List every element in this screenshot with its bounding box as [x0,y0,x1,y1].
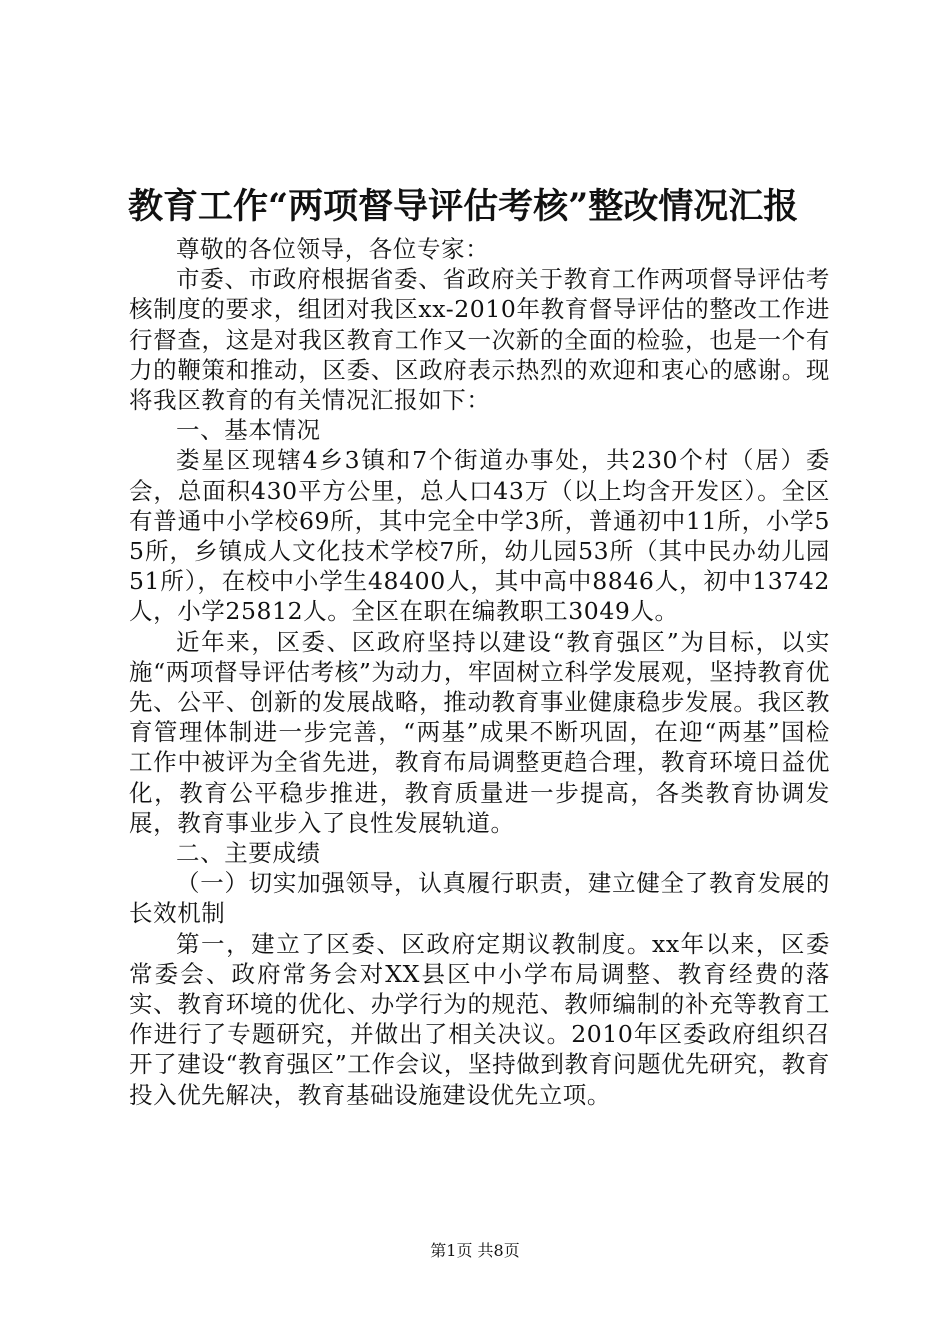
section-heading-achievements: 二、主要成绩 [176,839,321,868]
basic-info-paragraph: 娄星区现辖4乡3镇和7个街道办事处，共230个村（居）委会，总面积430平方公里，总人口43万（以上均含开发区）。全区有普通中小学校69所，其中完全中学3所，普通初中11所，小学55所，乡镇成人文化技术学校7所，幼儿园53所（其中民办幼儿园51所），在校中小学生48400人，其中高中8846人，初中13742人，小学25812人。全区在职在编教职工3049人。 [129,446,830,626]
first-point-paragraph: 第一，建立了区委、区政府定期议教制度。xx年以来，区委常委会、政府常务会对XX县区中小学布局调整、教育经费的落实、教育环境的优化、办学行为的规范、教师编制的补充等教育工作进行了专题研究，并做出了相关决议。2010年区委政府组织召开了建设“教育强区”工作会议，坚持做到教育问题优先研究，教育投入优先解决，教育基础设施建设优先立项。 [129,929,830,1109]
salutation-paragraph: 尊敬的各位领导，各位专家： [176,235,490,263]
section-heading-basic: 一、基本情况 [176,416,321,445]
page-number-footer: 第1页 共8页 [430,1241,520,1260]
document-body [129,234,830,1110]
intro-paragraph: 市委、市政府根据省委、省政府关于教育工作两项督导评估考核制度的要求，组团对我区xx-2010年教育督导评估的整改工作进行督查，这是对我区教育工作又一次新的全面的检验，也是一个有力的鞭策和推动，区委、区政府表示热烈的欢迎和衷心的感谢。现将我区教育的有关情况汇报如下： [129,265,830,415]
recent-years-paragraph: 近年来，区委、区政府坚持以建设“教育强区”为目标，以实施“两项督导评估考核”为动力，牢固树立科学发展观，坚持教育优先、公平、创新的发展战略，推动教育事业健康稳步发展。我区教育管理体制进一步完善，“两基”成果不断巩固，在迎“两基”国检工作中被评为全省先进，教育布局调整更趋合理，教育环境日益优化，教育公平稳步推进，教育质量进一步提高，各类教育协调发展，教育事业步入了良性发展轨道。 [129,627,830,837]
subsection-heading-leadership: （一）切实加强领导，认真履行职责，建立健全了教育发展的长效机制 [129,869,830,928]
document-title: 教育工作“两项督导评估考核”整改情况汇报 [128,186,799,227]
